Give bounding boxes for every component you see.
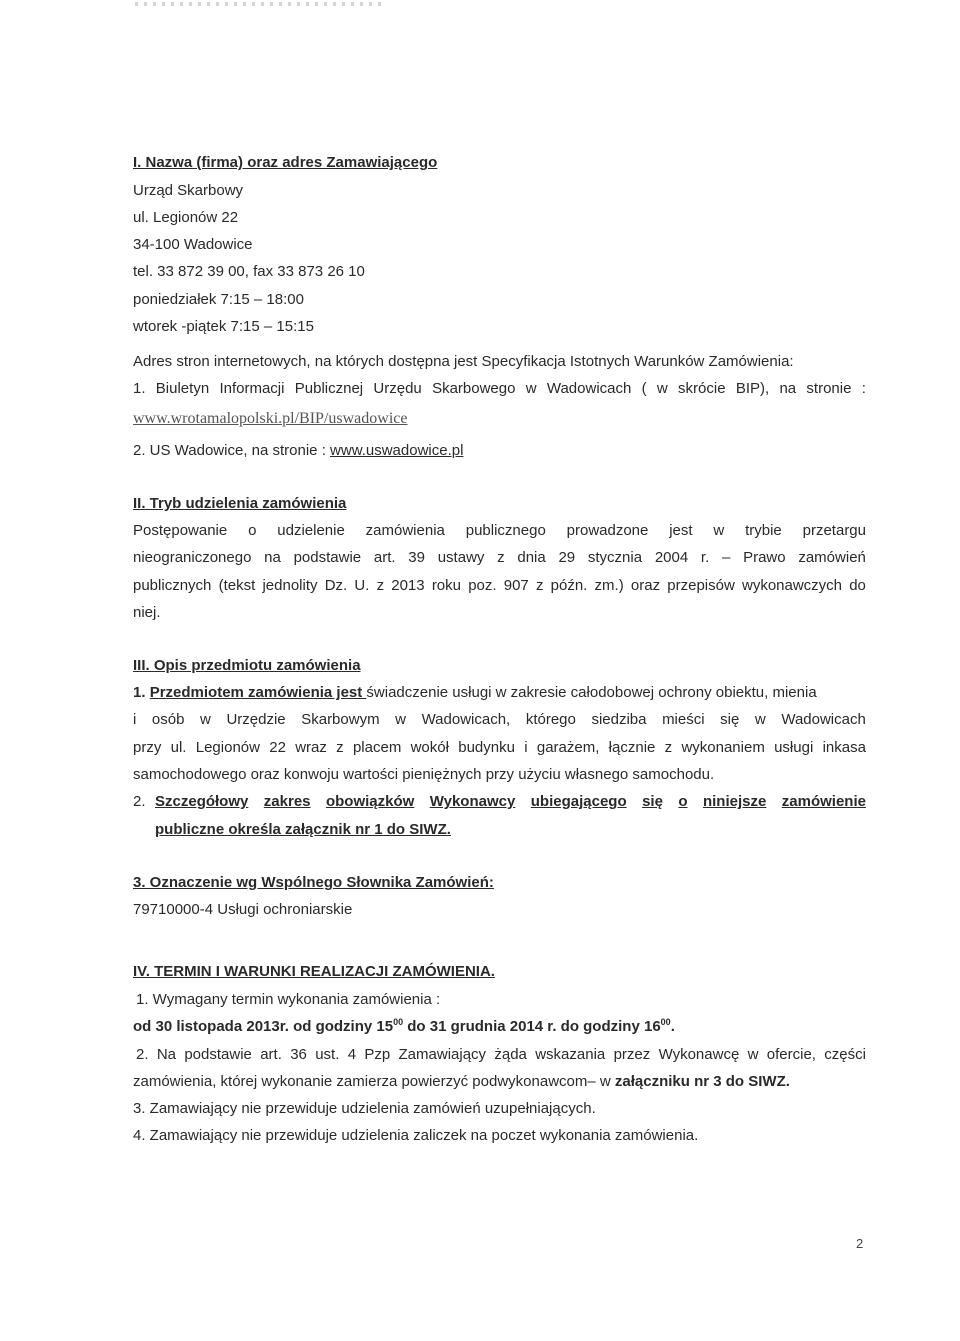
word: zamówienia xyxy=(365,522,445,539)
word: o xyxy=(678,793,688,810)
word: 907 xyxy=(503,577,529,594)
address-line: wtorek -piątek 7:15 – 15:15 xyxy=(133,318,314,335)
s4-item-2-line-2 xyxy=(133,1073,790,1091)
word: i xyxy=(133,711,137,728)
word: mieści xyxy=(662,711,705,728)
word: Biuletyn xyxy=(155,380,210,397)
p3-heading: 3. Oznaczenie wg Wspólnego Słownika Zamówień: xyxy=(133,874,494,891)
address-line: poniedziałek 7:15 – 18:00 xyxy=(133,291,304,308)
word: (tekst xyxy=(218,577,256,594)
word: w xyxy=(395,711,406,728)
word: – xyxy=(722,549,731,566)
section-4-heading: IV. TERMIN I WARUNKI REALIZACJI ZAMÓWIENIA. xyxy=(133,963,495,980)
address-line: ul. Legionów 22 xyxy=(133,209,239,226)
word: trybie xyxy=(745,522,782,539)
word: Wykonawcy xyxy=(429,793,516,810)
word: przetargu xyxy=(802,522,866,539)
address-line: Urząd Skarbowy xyxy=(133,182,244,199)
term-dot: . xyxy=(670,1018,675,1035)
word: przepisów xyxy=(667,577,735,594)
word: się xyxy=(642,793,663,810)
word: ubiegającego xyxy=(530,793,627,810)
s4-item-3: 3. Zamawiający nie przewiduje udzielenia zamówień uzupełniających. xyxy=(133,1100,596,1117)
word: Postępowanie xyxy=(133,522,228,539)
word: którego xyxy=(525,711,576,728)
word: wokół xyxy=(410,739,449,756)
word: art. xyxy=(373,549,396,566)
word: z xyxy=(664,739,673,756)
word: ul. xyxy=(170,739,187,756)
word: części xyxy=(824,1046,866,1063)
word: z xyxy=(497,549,505,566)
word: publicznych xyxy=(133,577,212,594)
word: w xyxy=(747,1046,759,1063)
word: Wykonawcę xyxy=(658,1046,740,1063)
cpv-code: 79710000-4 Usługi ochroniarskie xyxy=(133,901,353,918)
section-2-heading: II. Tryb udzielenia zamówienia xyxy=(133,495,347,512)
word: budynku xyxy=(458,739,515,756)
word: : xyxy=(861,380,866,397)
p2-words xyxy=(155,793,866,811)
s3-p2-line-2: publiczne określa załącznik nr 1 do SIWZ. xyxy=(155,821,451,838)
word: U. xyxy=(354,577,370,594)
address-line: tel. 33 872 39 00, fax 33 873 26 10 xyxy=(133,263,365,280)
word: późn. xyxy=(550,577,588,594)
word: garażem, xyxy=(536,739,600,756)
word: udzielenie xyxy=(277,522,345,539)
word: niniejsze xyxy=(702,793,767,810)
section-1-heading: I. Nazwa (firma) oraz adres Zamawiającego xyxy=(133,154,438,171)
word: z xyxy=(535,577,544,594)
word: ust. xyxy=(315,1046,340,1063)
p1-number: 1. xyxy=(133,684,146,701)
word: siedziba xyxy=(591,711,647,728)
word: w xyxy=(754,711,766,728)
word: w xyxy=(713,522,725,539)
word: obowiązków xyxy=(325,793,415,810)
word: w xyxy=(525,380,537,397)
p1-lead: Przedmiotem zamówienia jest xyxy=(149,684,367,701)
word: podstawie xyxy=(184,1046,252,1063)
adres-stron-text: Adres stron internetowych, na których dostępna jest Specyfikacja Istotnych Warunków Zamówienia: xyxy=(133,353,794,370)
word: osób xyxy=(151,711,185,728)
word: z xyxy=(336,739,344,756)
word: wykonaniem xyxy=(681,739,765,756)
word: 22 xyxy=(269,739,286,756)
word: inkasa xyxy=(822,739,866,756)
term-start: od 30 listopada 2013r. od godziny 15 xyxy=(133,1018,394,1035)
word: zakres xyxy=(263,793,311,810)
word: o xyxy=(248,522,257,539)
s2-line-2 xyxy=(133,549,866,567)
word: ofercie, xyxy=(766,1046,816,1063)
word: Prawo xyxy=(743,549,786,566)
word: łącznie xyxy=(608,739,656,756)
word: Publicznej xyxy=(294,380,364,397)
p2-number: 2. xyxy=(133,793,146,810)
word: 36 xyxy=(290,1046,307,1063)
word: 29 xyxy=(558,549,576,566)
word: Dz. xyxy=(324,577,348,594)
word: Legionów xyxy=(195,739,260,756)
word: i xyxy=(524,739,528,756)
bip-link[interactable]: www.wrotamalopolski.pl/BIP/uswadowice xyxy=(133,410,408,427)
document-page xyxy=(133,0,868,1341)
word: placem xyxy=(352,739,402,756)
s3-p1-line-3 xyxy=(133,739,866,757)
word: podstawie xyxy=(293,549,362,566)
p1-rest: świadczenie usługi w zakresie całodobowej ochrony obiektu, mienia xyxy=(366,684,817,701)
page-number: 2 xyxy=(856,1236,864,1251)
word: w xyxy=(656,380,668,397)
word: 1. xyxy=(133,380,146,397)
s4-item-1: 1. Wymagany termin wykonania zamówienia : xyxy=(136,991,441,1008)
word: na xyxy=(779,380,797,397)
word: Zamawiający xyxy=(398,1046,487,1063)
word: 2013 xyxy=(391,577,425,594)
word: usługi xyxy=(774,739,814,756)
word: 4 xyxy=(347,1046,357,1063)
word: dnia xyxy=(517,549,546,566)
us-link[interactable]: www.uswadowice.pl xyxy=(330,442,464,459)
word: roku xyxy=(431,577,461,594)
word: stronie xyxy=(806,380,852,397)
word: Szczegółowy xyxy=(155,793,249,810)
s3-p1-line-2 xyxy=(133,711,866,729)
section-3-heading: III. Opis przedmiotu zamówienia xyxy=(133,657,361,674)
word: 2. xyxy=(136,1046,149,1063)
term-line xyxy=(133,1018,675,1036)
word: Wadowicach, xyxy=(421,711,511,728)
bip-line xyxy=(133,380,866,398)
word: zamówienie xyxy=(781,793,866,810)
word: przy xyxy=(133,739,162,756)
word: przez xyxy=(613,1046,651,1063)
i2-bold: załączniku nr 3 do SIWZ. xyxy=(614,1073,790,1090)
word: żąda xyxy=(494,1046,527,1063)
word: publicznego xyxy=(465,522,546,539)
word: zamówień xyxy=(798,549,866,566)
word: Informacji xyxy=(219,380,285,397)
s2-line-4: niej. xyxy=(133,604,161,621)
word: Wadowicach xyxy=(546,380,632,397)
word: wraz xyxy=(295,739,327,756)
us-prefix: 2. US Wadowice, na stronie : xyxy=(133,442,331,459)
i2-text: zamówienia, której wykonanie zamierza powierzyć podwykonawcom– w xyxy=(133,1073,615,1090)
word: 2004 xyxy=(654,549,689,566)
word: poz. xyxy=(468,577,497,594)
term-sup-1: 00 xyxy=(393,1017,404,1027)
word: wykonawczych xyxy=(741,577,843,594)
word: się xyxy=(720,711,740,728)
s3-p1-line-1 xyxy=(133,684,817,702)
word: Urzędu xyxy=(373,380,422,397)
word: BIP), xyxy=(735,380,770,397)
word: Urzędzie xyxy=(226,711,286,728)
word: do xyxy=(849,577,866,594)
word: jednolity xyxy=(262,577,318,594)
word: wskazania xyxy=(535,1046,606,1063)
word: skrócie xyxy=(678,380,726,397)
s4-item-4: 4. Zamawiający nie przewiduje udzielenia zaliczek na poczet wykonania zamówienia. xyxy=(133,1127,699,1144)
word: zm.) xyxy=(594,577,624,594)
term-sup-2: 00 xyxy=(660,1017,671,1027)
s2-line-1 xyxy=(133,522,866,540)
word: art. xyxy=(260,1046,282,1063)
word: 39 xyxy=(408,549,425,566)
s3-p2-line-1 xyxy=(133,793,866,811)
us-line xyxy=(133,442,463,460)
word: prowadzone xyxy=(566,522,649,539)
word: w xyxy=(200,711,211,728)
word: nieograniczonego xyxy=(133,549,252,566)
address-line: 34-100 Wadowice xyxy=(133,236,253,253)
word: Skarbowym xyxy=(301,711,380,728)
word: Pzp xyxy=(364,1046,391,1063)
s3-p1-line-4: samochodowego oraz konwoju wartości pieniężnych przy użyciu własnego samochodu. xyxy=(133,766,715,783)
word: Skarbowego xyxy=(432,380,516,397)
word: jest xyxy=(669,522,693,539)
word: z xyxy=(376,577,385,594)
term-end: do 31 grudnia 2014 r. do godziny 16 xyxy=(403,1018,661,1035)
word: ( xyxy=(641,380,647,397)
word: na xyxy=(264,549,281,566)
word: Wadowicach xyxy=(781,711,866,728)
s4-item-2-line-1 xyxy=(136,1046,866,1064)
word: oraz xyxy=(630,577,661,594)
word: stycznia xyxy=(587,549,643,566)
s2-line-3 xyxy=(133,577,866,595)
word: ustawy xyxy=(437,549,485,566)
word: r. xyxy=(700,549,710,566)
word: Na xyxy=(156,1046,177,1063)
